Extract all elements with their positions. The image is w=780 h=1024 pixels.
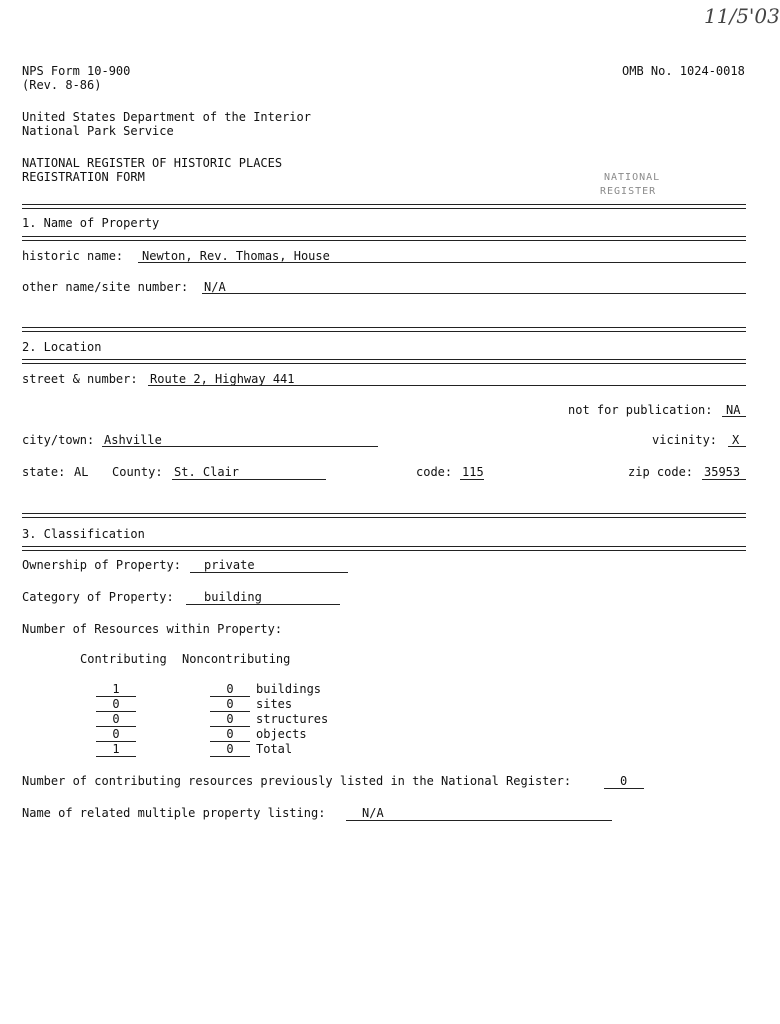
previously-listed-label: Number of contributing resources previously listed in the National Register:: [22, 774, 572, 788]
county-underline: [172, 479, 326, 480]
ownership-value: private: [204, 558, 255, 572]
multiple-listing-underline: [346, 820, 612, 821]
section1-title: 1. Name of Property: [22, 216, 160, 230]
resource-type-sites: sites: [256, 697, 293, 711]
contributing-count-buildings: 1: [96, 682, 136, 697]
state-label: state:: [22, 465, 66, 479]
city-label: city/town:: [22, 433, 95, 447]
county-label: County:: [112, 465, 163, 479]
contributing-count-structures: 0: [96, 712, 136, 727]
section2-top-rule: [22, 327, 746, 332]
ownership-label: Ownership of Property:: [22, 558, 181, 572]
code-label: code:: [416, 465, 453, 479]
contributing-count-total: 1: [96, 742, 136, 757]
section3-title: 3. Classification: [22, 527, 145, 541]
noncontributing-header: Noncontributing: [182, 652, 291, 666]
resource-type-buildings: buildings: [256, 682, 322, 696]
service-name: National Park Service: [22, 124, 174, 138]
resource-type-objects: objects: [256, 727, 307, 741]
noncontributing-count-objects: 0: [210, 727, 250, 742]
other-name-value: N/A: [204, 280, 226, 294]
not-for-publication-label: not for publication:: [568, 403, 713, 417]
city-underline: [102, 446, 378, 447]
resources-label: Number of Resources within Property:: [22, 622, 283, 636]
section1-bottom-rule: [22, 236, 746, 241]
handwritten-note: 11/5'03: [704, 4, 780, 28]
previously-listed-underline: [604, 788, 644, 789]
multiple-listing-label: Name of related multiple property listing:: [22, 806, 326, 820]
department-name: United States Department of the Interior: [22, 110, 311, 124]
noncontributing-count-structures: 0: [210, 712, 250, 727]
historic-name-value: Newton, Rev. Thomas, House: [142, 249, 330, 263]
zip-underline: [702, 479, 746, 480]
received-stamp-line2: REGISTER: [600, 186, 657, 197]
category-underline: [186, 604, 340, 605]
resource-type-total: Total: [256, 742, 293, 756]
contributing-count-objects: 0: [96, 727, 136, 742]
section1-top-rule: [22, 204, 746, 209]
section3-bottom-rule: [22, 546, 746, 551]
ownership-underline: [190, 572, 348, 573]
form-number: NPS Form 10-900: [22, 64, 131, 78]
received-stamp-line1: NATIONAL: [604, 172, 661, 183]
zip-label: zip code:: [628, 465, 694, 479]
not-for-publication-value: NA: [726, 403, 741, 417]
multiple-listing-value: N/A: [362, 806, 384, 820]
vicinity-underline: [728, 446, 746, 447]
form-title: REGISTRATION FORM: [22, 170, 145, 184]
noncontributing-count-sites: 0: [210, 697, 250, 712]
street-label: street & number:: [22, 372, 138, 386]
code-underline: [460, 479, 484, 480]
noncontributing-count-buildings: 0: [210, 682, 250, 697]
resource-type-structures: structures: [256, 712, 329, 726]
category-label: Category of Property:: [22, 590, 174, 604]
noncontributing-count-total: 0: [210, 742, 250, 757]
contributing-count-sites: 0: [96, 697, 136, 712]
vicinity-value: X: [732, 433, 740, 447]
form-revision: (Rev. 8-86): [22, 78, 102, 92]
state-value: AL: [74, 465, 89, 479]
section2-bottom-rule: [22, 359, 746, 364]
street-value: Route 2, Highway 441: [150, 372, 295, 386]
other-name-label: other name/site number:: [22, 280, 189, 294]
street-underline: [148, 385, 746, 386]
historic-name-label: historic name:: [22, 249, 124, 263]
omb-number: OMB No. 1024-0018: [622, 64, 745, 78]
register-name: NATIONAL REGISTER OF HISTORIC PLACES: [22, 156, 283, 170]
category-value: building: [204, 590, 262, 604]
historic-name-underline: [138, 262, 746, 263]
vicinity-label: vicinity:: [652, 433, 718, 447]
county-value: St. Clair: [174, 465, 240, 479]
city-value: Ashville: [104, 433, 162, 447]
section2-title: 2. Location: [22, 340, 102, 354]
code-value: 115: [462, 465, 484, 479]
zip-value: 35953: [704, 465, 741, 479]
other-name-underline: [202, 293, 746, 294]
nfp-underline: [722, 416, 746, 417]
contributing-header: Contributing: [80, 652, 167, 666]
previously-listed-value: 0: [620, 774, 628, 788]
section3-top-rule: [22, 513, 746, 518]
